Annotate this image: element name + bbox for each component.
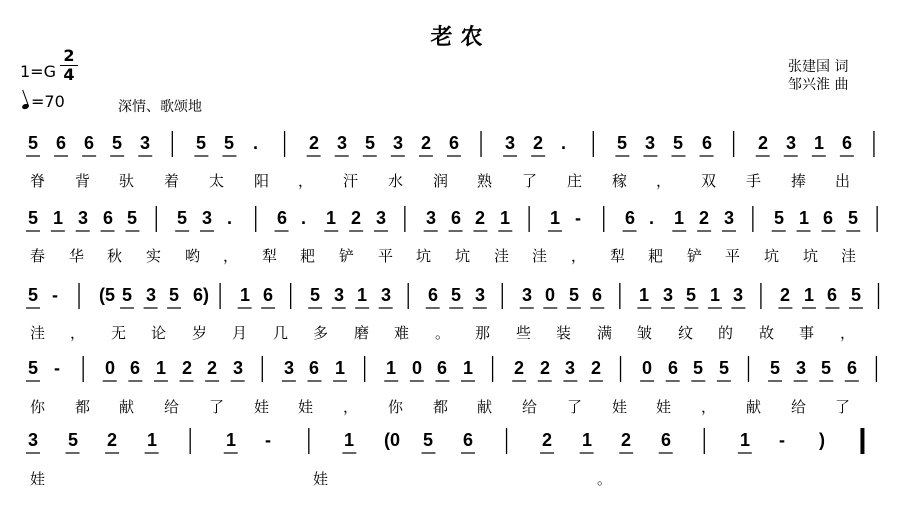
lyric-char: 了	[522, 172, 538, 190]
lyric-char: 坑	[455, 247, 471, 265]
note: 1	[740, 430, 751, 450]
lyric-char: 了	[209, 398, 225, 416]
lyric-char: 稼	[612, 172, 628, 190]
lyric-char: 秋	[107, 247, 123, 265]
lyric-char: ，	[701, 398, 717, 416]
note: 3	[505, 133, 516, 153]
lyric-char: 犁	[610, 247, 626, 265]
note: 2	[699, 208, 710, 228]
note: 2	[351, 208, 362, 228]
expression-marking: 深情、歌颂地	[118, 99, 202, 115]
note: .	[301, 208, 307, 228]
lyric-char: 的	[718, 324, 734, 342]
note: 5	[224, 133, 235, 153]
note: 1	[240, 285, 251, 305]
note: 6	[463, 430, 474, 450]
note: 2	[514, 358, 525, 378]
note: 3	[796, 358, 807, 378]
note: 1	[335, 358, 346, 378]
lyric-char: ，	[223, 247, 239, 265]
lyric-char: 献	[477, 398, 493, 416]
note: 3	[645, 133, 656, 153]
note: 1	[156, 358, 167, 378]
note: 5	[693, 358, 704, 378]
lyric-char: 驮	[119, 172, 135, 190]
note: 6	[428, 285, 439, 305]
note: 2	[207, 358, 218, 378]
note: 6	[668, 358, 679, 378]
note: 1	[582, 430, 593, 450]
lyric-char: 给	[164, 398, 180, 416]
note: .	[253, 133, 259, 153]
note: 1	[804, 285, 815, 305]
note: 3	[337, 133, 348, 153]
lyric-char: 捧	[791, 172, 807, 190]
note: 5	[617, 133, 628, 153]
note: 5	[177, 208, 188, 228]
lyric-char: 脊	[30, 172, 46, 190]
lyric-char: 娃	[656, 398, 672, 416]
lyric-char: 耙	[648, 247, 664, 265]
lyric-char: 着	[164, 172, 180, 190]
note: 0	[412, 358, 423, 378]
note: 6	[84, 133, 95, 153]
lyric-char: 双	[701, 172, 717, 190]
lyric-char: 月	[232, 324, 248, 342]
note: 6	[56, 133, 67, 153]
note: 5	[28, 208, 39, 228]
lyric-char: 洼	[841, 247, 857, 265]
note: 1	[326, 208, 337, 228]
note: 5	[851, 285, 862, 305]
lyric-char: 。	[435, 324, 451, 342]
note: 6	[625, 208, 636, 228]
note: 3	[565, 358, 576, 378]
note: 0	[105, 358, 116, 378]
lyric-char: 献	[746, 398, 762, 416]
lyric-char: 多	[313, 324, 329, 342]
note: 5	[196, 133, 207, 153]
note: 2	[107, 430, 118, 450]
note: 3	[78, 208, 89, 228]
note: 5	[28, 133, 39, 153]
note: 5	[28, 358, 39, 378]
note: 1	[500, 208, 511, 228]
lyric-char: 娃	[298, 398, 314, 416]
note: 3	[393, 133, 404, 153]
lyric-char: 哟	[185, 247, 201, 265]
lyric-char: 难	[394, 324, 410, 342]
note: 2	[309, 133, 320, 153]
note: 6	[842, 133, 853, 153]
composer-credit: 邹兴淮 曲	[788, 77, 849, 93]
note: 3	[334, 285, 345, 305]
note: 3	[284, 358, 295, 378]
note: 5	[365, 133, 376, 153]
tempo-value: =70	[31, 92, 65, 111]
note: 6	[130, 358, 141, 378]
note: (0	[384, 430, 401, 450]
note: 0	[545, 285, 556, 305]
note: 1	[344, 430, 355, 450]
note: 3	[475, 285, 486, 305]
note: 1	[463, 358, 474, 378]
lyric-char: 阳	[254, 172, 270, 190]
lyric-char: 熟	[477, 172, 493, 190]
note: 1	[710, 285, 721, 305]
lyric-char: 纹	[678, 324, 694, 342]
note: 6)	[193, 285, 210, 305]
note: .	[649, 208, 655, 228]
note: 5	[127, 208, 138, 228]
note: 2	[758, 133, 769, 153]
note: 5	[169, 285, 180, 305]
note: -	[265, 430, 271, 450]
lyric-char: 献	[119, 398, 135, 416]
note: -	[54, 358, 60, 378]
note: 6	[449, 133, 460, 153]
lyric-char: 背	[75, 172, 91, 190]
note: 5	[112, 133, 123, 153]
lyric-char: 事	[799, 324, 815, 342]
lyric-char: 平	[378, 247, 394, 265]
note: 6	[309, 358, 320, 378]
note: 2	[421, 133, 432, 153]
song-title: 老农	[430, 25, 491, 50]
lyric-char: 手	[746, 172, 762, 190]
note: -	[779, 430, 785, 450]
note: 1	[357, 285, 368, 305]
lyric-char: 娃	[313, 470, 329, 488]
note: -	[52, 285, 58, 305]
lyric-char: 给	[522, 398, 538, 416]
lyric-char: 出	[835, 172, 851, 190]
note: 3	[202, 208, 213, 228]
note: 3	[522, 285, 533, 305]
note: 5	[719, 358, 730, 378]
lyric-char: 汗	[343, 172, 359, 190]
lyric-char: 。	[597, 470, 613, 488]
lyric-char: 都	[433, 398, 449, 416]
note: 1	[639, 285, 650, 305]
note: 1	[674, 208, 685, 228]
note: 6	[451, 208, 462, 228]
note: 6	[823, 208, 834, 228]
note: 6	[661, 430, 672, 450]
note: 6	[592, 285, 603, 305]
lyric-char: 太	[209, 172, 225, 190]
note: 5	[28, 285, 39, 305]
note: 3	[663, 285, 674, 305]
note: 1	[799, 208, 810, 228]
key-signature: 1=G	[20, 62, 56, 81]
note: 6	[437, 358, 448, 378]
lyric-char: 你	[388, 398, 404, 416]
note: 2	[182, 358, 193, 378]
note: 2	[533, 133, 544, 153]
note: (5	[99, 285, 116, 305]
lyric-char: 些	[516, 324, 532, 342]
note: 6	[103, 208, 114, 228]
lyric-char: 装	[556, 324, 572, 342]
note: 6	[847, 358, 858, 378]
lyric-char: 满	[597, 324, 613, 342]
note: 5	[686, 285, 697, 305]
note: 5	[122, 285, 133, 305]
note: 3	[376, 208, 387, 228]
lyric-char: 坑	[416, 247, 432, 265]
note: 5	[451, 285, 462, 305]
note: )	[819, 430, 825, 450]
note: 0	[642, 358, 653, 378]
lyric-char: 铲	[687, 247, 703, 265]
lyric-char: 无	[111, 324, 127, 342]
note: 5	[774, 208, 785, 228]
lyric-char: 坑	[803, 247, 819, 265]
lyric-char: 论	[151, 324, 167, 342]
note: 2	[621, 430, 632, 450]
note: 1	[550, 208, 561, 228]
lyric-char: 娃	[612, 398, 628, 416]
note: 2	[540, 358, 551, 378]
note: .	[227, 208, 233, 228]
lyric-char: 娃	[254, 398, 270, 416]
note: 5	[821, 358, 832, 378]
note: 1	[814, 133, 825, 153]
note: 2	[475, 208, 486, 228]
note: 3	[28, 430, 39, 450]
lyric-char: 洼	[30, 324, 46, 342]
time-signature-bottom: 4	[63, 65, 75, 84]
lyric-char: 华	[69, 247, 85, 265]
note: 6	[263, 285, 274, 305]
lyric-char: ，	[298, 172, 314, 190]
note: 3	[140, 133, 151, 153]
lyric-char: 耙	[300, 247, 316, 265]
lyric-char: 给	[791, 398, 807, 416]
note: 3	[426, 208, 437, 228]
note: 3	[381, 285, 392, 305]
note: 5	[770, 358, 781, 378]
note: 5	[423, 430, 434, 450]
lyric-char: 故	[759, 324, 775, 342]
lyric-char: ，	[571, 247, 587, 265]
note: 1	[226, 430, 237, 450]
lyric-char: ，	[656, 172, 672, 190]
lyric-char: 坑	[764, 247, 780, 265]
note: 3	[233, 358, 244, 378]
lyric-char: 了	[835, 398, 851, 416]
note: -	[575, 208, 581, 228]
note: 1	[147, 430, 158, 450]
lyric-char: 水	[388, 172, 404, 190]
note: 5	[68, 430, 79, 450]
lyric-char: 犁	[262, 247, 278, 265]
note: 1	[53, 208, 64, 228]
lyric-char: 磨	[354, 324, 370, 342]
lyric-char: 都	[75, 398, 91, 416]
note: 6	[827, 285, 838, 305]
note: 2	[542, 430, 553, 450]
lyric-char: 庄	[567, 172, 583, 190]
note: 1	[386, 358, 397, 378]
lyric-char: 春	[30, 247, 46, 265]
lyric-char: 实	[146, 247, 162, 265]
time-signature-top: 2	[63, 46, 75, 65]
lyric-char: 润	[433, 172, 449, 190]
lyric-char: 了	[567, 398, 583, 416]
note: 3	[733, 285, 744, 305]
note: 5	[848, 208, 859, 228]
lyric-char: 平	[725, 247, 741, 265]
note: 5	[673, 133, 684, 153]
note: 5	[569, 285, 580, 305]
lyric-char: 洼	[532, 247, 548, 265]
note: 3	[146, 285, 157, 305]
note: 6	[702, 133, 713, 153]
note: 2	[591, 358, 602, 378]
lyric-char: ，	[70, 324, 86, 342]
lyric-char: 几	[273, 324, 289, 342]
lyric-char: 洼	[494, 247, 510, 265]
lyric-char: ，	[343, 398, 359, 416]
lyric-char: 皱	[637, 324, 653, 342]
lyric-char: ，	[840, 324, 856, 342]
lyric-char: 你	[30, 398, 46, 416]
note: 6	[277, 208, 288, 228]
lyric-char: 那	[475, 324, 491, 342]
lyric-char: 岁	[192, 324, 208, 342]
note: .	[561, 133, 567, 153]
lyricist-credit: 张建国 词	[788, 59, 849, 75]
lyric-char: 铲	[339, 247, 355, 265]
note: 2	[780, 285, 791, 305]
lyric-char: 娃	[30, 470, 46, 488]
note: 5	[310, 285, 321, 305]
note: 3	[724, 208, 735, 228]
note: 3	[786, 133, 797, 153]
